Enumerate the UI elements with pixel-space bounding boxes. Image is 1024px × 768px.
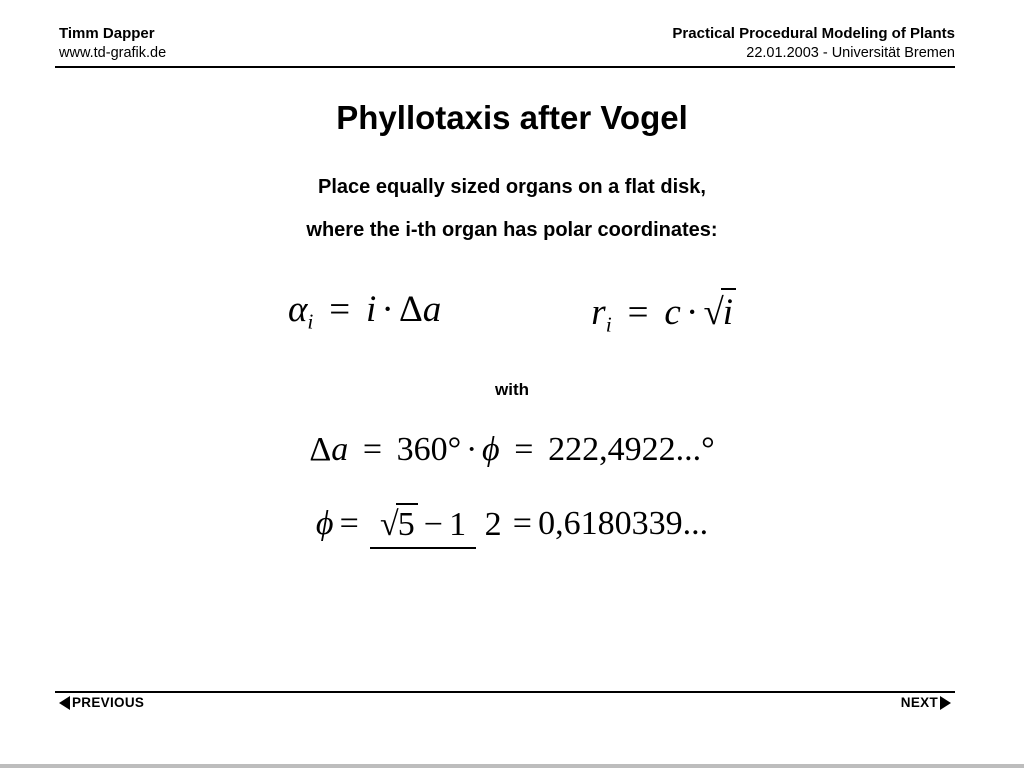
previous-button[interactable] bbox=[55, 695, 148, 710]
formula-alpha bbox=[288, 288, 441, 338]
fraction-numerator bbox=[370, 506, 476, 549]
formula-phi bbox=[0, 503, 1024, 544]
alpha-subscript: i bbox=[307, 309, 314, 334]
formula-delta-a bbox=[0, 431, 1024, 469]
result-value: 0,6180339... bbox=[538, 504, 709, 542]
delta-symbol: Δ bbox=[398, 289, 423, 330]
radicand-5: 5 bbox=[396, 503, 418, 544]
next-button[interactable] bbox=[897, 695, 955, 710]
intro-line-2: where the i-th organ has polar coordinates: bbox=[306, 219, 718, 241]
intro-text bbox=[0, 166, 1024, 252]
variable-a: a bbox=[422, 289, 442, 330]
slide-title: Phyllotaxis after Vogel bbox=[336, 99, 688, 136]
phi-symbol: ϕ bbox=[315, 504, 334, 542]
author-url: www.td-grafik.de bbox=[59, 45, 167, 61]
equals-sign: = bbox=[512, 504, 532, 542]
index-i: i bbox=[366, 289, 377, 330]
square-root bbox=[380, 503, 418, 544]
footer-divider bbox=[55, 691, 955, 693]
dot-operator: · bbox=[685, 292, 699, 333]
equals-sign: = bbox=[362, 431, 382, 468]
with-label: with bbox=[495, 380, 529, 399]
radicand-i: i bbox=[721, 288, 736, 334]
minus-sign: − bbox=[423, 506, 443, 543]
header bbox=[55, 24, 955, 63]
intro-line-1: Place equally sized organs on a flat disk, bbox=[318, 176, 706, 198]
fraction-denominator: 2 bbox=[484, 506, 502, 543]
dot-operator: · bbox=[381, 289, 394, 330]
header-left bbox=[55, 24, 166, 63]
previous-label: PREVIOUS bbox=[72, 695, 145, 710]
next-triangle-icon bbox=[940, 696, 951, 710]
radical-sign: √ bbox=[380, 506, 399, 543]
delta-symbol: Δ bbox=[309, 431, 332, 468]
alpha-symbol: α bbox=[287, 289, 308, 330]
header-divider bbox=[55, 66, 955, 68]
fraction bbox=[370, 503, 502, 544]
header-right bbox=[672, 24, 955, 63]
constant-c: c bbox=[664, 292, 681, 333]
equals-sign: = bbox=[514, 431, 534, 468]
footer-nav bbox=[55, 695, 955, 710]
degrees-360: 360° bbox=[396, 431, 462, 468]
bottom-edge-bar bbox=[0, 764, 1024, 768]
dot-operator: · bbox=[465, 431, 478, 468]
equals-sign: = bbox=[627, 292, 649, 333]
equals-sign: = bbox=[329, 289, 351, 330]
phi-symbol: ϕ bbox=[482, 431, 500, 468]
previous-triangle-icon bbox=[59, 696, 70, 710]
radical-sign: √ bbox=[703, 292, 724, 333]
r-subscript: i bbox=[605, 312, 612, 337]
author-name: Timm Dapper bbox=[59, 25, 155, 42]
next-label: NEXT bbox=[900, 695, 938, 710]
formula-radius bbox=[591, 288, 736, 338]
variable-a: a bbox=[331, 431, 349, 468]
formula-row bbox=[0, 288, 1024, 338]
r-symbol: r bbox=[591, 292, 606, 333]
square-root bbox=[703, 288, 736, 334]
result-value: 222,4922...° bbox=[548, 431, 715, 468]
numerator-one: 1 bbox=[449, 506, 467, 543]
equals-sign: = bbox=[339, 504, 359, 542]
presentation-title: Practical Procedural Modeling of Plants bbox=[672, 25, 955, 42]
presentation-date-venue: 22.01.2003 - Universität Bremen bbox=[746, 45, 955, 61]
